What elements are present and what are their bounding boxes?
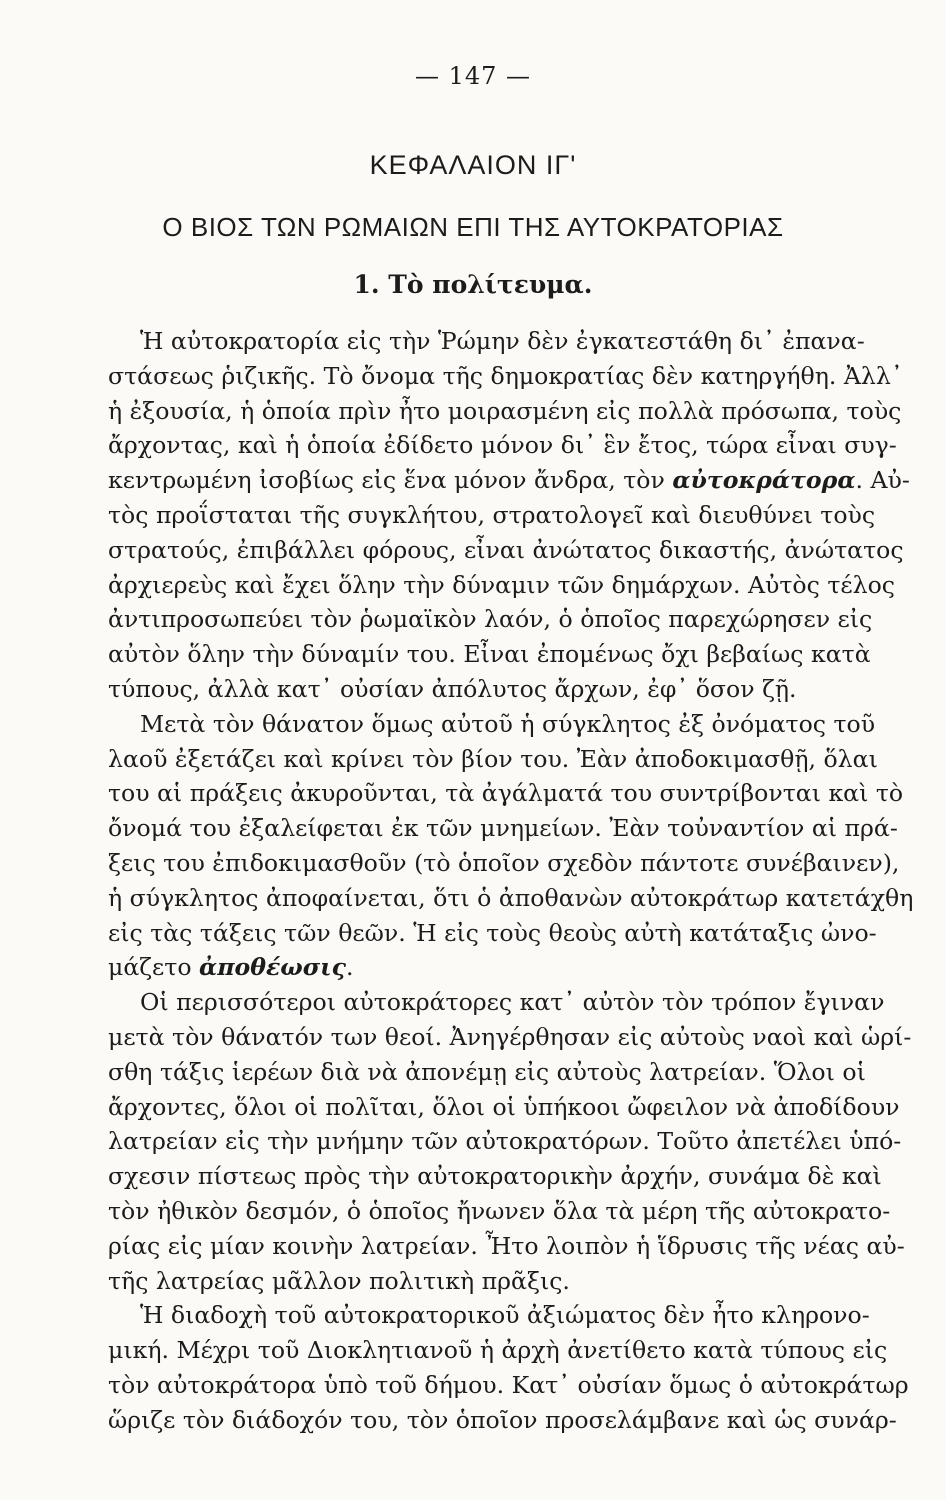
text-segment: Οἱ περισσότεροι αὐτοκράτορες κατ᾽ αὐτὸν τὸν τρόπον ἔγιναν [140, 988, 885, 1017]
text-line [108, 1020, 912, 1055]
text-segment: ἀρχιερεὺς καὶ ἔχει ὅλην τὴν δύναμιν τῶν δημάρχων. Αὐτὸς τέλος [108, 570, 895, 599]
text-line [108, 1159, 882, 1194]
body-text [108, 324, 914, 1438]
text-segment: Ἡ διαδοχὴ τοῦ αὐτοκρατορικοῦ ἀξιώματος δὲν ἦτο κληρονο- [140, 1301, 870, 1330]
text-segment: τύπους, ἀλλὰ κατ᾽ οὐσίαν ἀπόλυτος ἄρχων, ἐφ᾽ ὅσον ζῇ. [108, 674, 797, 703]
text-line [108, 1194, 891, 1229]
text-segment: ἄρχοντας, καὶ ἡ ὁποία ἐδίδετο μόνον δι᾽ ἓν ἔτος, τώρα εἶναι συγ- [108, 431, 897, 460]
text-segment: τῆς λατρείας μᾶλλον πολιτικὴ πρᾶξις. [108, 1266, 570, 1295]
text-line [108, 498, 876, 533]
text-line [108, 1403, 897, 1438]
text-line [108, 568, 895, 603]
text-segment: λαοῦ ἐξετάζει καὶ κρίνει τὸν βίον του. Ἐὰν ἀποδοκιμασθῇ, ὅλαι [108, 744, 878, 773]
text-line [108, 846, 900, 881]
text-segment: . [345, 953, 354, 982]
text-line [108, 811, 898, 846]
text-line [108, 533, 904, 568]
emphasized-term: αὐτοκράτορα [672, 466, 856, 495]
text-line [108, 776, 904, 811]
text-line [108, 672, 854, 707]
text-segment: Ἡ αὐτοκρατορία εἰς τὴν Ῥώμην δὲν ἐγκατεστάθη δι᾽ ἐπανα- [140, 327, 865, 355]
text-line [108, 1368, 909, 1403]
text-segment: τὸν ἠθικὸν δεσμόν, ὁ ὁποῖος ἤνωνεν ὅλα τὰ μέρη τῆς αὐτοκρατο- [108, 1196, 891, 1225]
text-segment: εἰς τὰς τάξεις τῶν θεῶν. Ἡ εἰς τοὺς θεοὺς αὐτὴ κατάταξις ὠνο- [108, 918, 877, 947]
text-line [108, 1298, 870, 1333]
chapter-title: Ο ΒΙΟΣ ΤΩΝ ΡΩΜΑΙΩΝ ΕΠΙ ΤΗΣ ΑΥΤΟΚΡΑΤΟΡΙΑΣ [162, 212, 784, 242]
text-line [108, 742, 878, 777]
text-line [108, 637, 871, 672]
text-line [108, 916, 877, 951]
text-line [108, 950, 854, 985]
text-segment: λατρείαν εἰς τὴν μνήμην τῶν αὐτοκρατόρων. Τοῦτο ἀπετέλει ὑπό- [108, 1127, 902, 1156]
page-number: — 147 — [414, 62, 532, 90]
emphasized-term: ἀποθέωσις [199, 953, 346, 982]
text-segment: ὥριζε τὸν διάδοχόν του, τὸν ὁποῖον προσελάμβανε καὶ ὡς συνάρ- [108, 1405, 897, 1434]
text-segment: ἡ ἐξουσία, ἡ ὁποία πρὶν ἦτο μοιρασμένη εἰς πολλὰ πρόσωπα, τοὺς [108, 396, 902, 425]
text-segment: στάσεως ῥιζικῆς. Τὸ ὄνομα τῆς δημοκρατίας δὲν κατηργήθη. Ἀλλ᾽ [108, 361, 903, 390]
text-line [108, 428, 897, 463]
text-line [108, 1229, 905, 1264]
text-line [108, 1055, 866, 1090]
text-segment: κεντρωμένη ἰσοβίως εἰς ἕνα μόνον ἄνδρα, τὸν [108, 466, 673, 495]
section-heading: 1. Τὸ πολίτευμα. [353, 270, 593, 299]
text-segment: ἡ σύγκλητος ἀποφαίνεται, ὅτι ὁ ἀποθανὼν αὐτοκράτωρ κατετάχθη [108, 883, 914, 912]
text-line [108, 359, 903, 394]
text-line [108, 1124, 902, 1159]
text-line [108, 881, 914, 916]
text-line [108, 985, 885, 1020]
text-segment: τὸν αὐτοκράτορα ὑπὸ τοῦ δήμου. Κατ᾽ οὐσίαν ὅμως ὁ αὐτοκράτωρ [108, 1370, 909, 1399]
text-line [108, 707, 876, 742]
text-segment: ὄνομά του ἐξαλείφεται ἐκ τῶν μνημείων. Ἐὰν τοὐναντίον αἱ πρά- [108, 814, 898, 843]
text-line [108, 1090, 900, 1125]
text-line [108, 1333, 888, 1368]
text-line [108, 463, 910, 498]
text-segment: μάζετο [108, 953, 200, 982]
text-segment: Μετὰ τὸν θάνατον ὅμως αὐτοῦ ἡ σύγκλητος ἐξ ὀνόματος τοῦ [140, 709, 876, 738]
text-segment: μετὰ τὸν θάνατόν των θεοί. Ἀνηγέρθησαν εἰς αὐτοὺς ναοὶ καὶ ὡρί- [108, 1022, 912, 1051]
text-segment: ξεις του ἐπιδοκιμασθοῦν (τὸ ὁποῖον σχεδὸν πάντοτε συνέβαινεν), [108, 848, 900, 877]
text-segment: . Αὐ- [855, 466, 910, 495]
text-segment: σθη τάξις ἱερέων διὰ νὰ ἀπονέμῃ εἰς αὐτοὺς λατρείαν. Ὅλοι οἱ [108, 1057, 866, 1086]
text-segment: τὸς προΐσταται τῆς συγκλήτου, στρατολογεῖ καὶ διευθύνει τοὺς [108, 500, 876, 529]
text-segment: στρατούς, ἐπιβάλλει φόρους, εἶναι ἀνώτατος δικαστής, ἀνώτατος [108, 535, 904, 564]
text-segment: αὐτὸν ὅλην τὴν δύναμίν του. Εἶναι ἐπομένως ὄχι βεβαίως κατὰ [108, 640, 871, 669]
chapter-heading: ΚΕΦΑΛΑΙΟΝ ΙΓ' [369, 150, 577, 180]
text-line [108, 394, 902, 429]
text-segment: μική. Μέχρι τοῦ Διοκλητιανοῦ ἡ ἀρχὴ ἀνετίθετο κατὰ τύπους εἰς [108, 1336, 888, 1365]
text-line [108, 1264, 854, 1299]
text-segment: ἀντιπροσωπεύει τὸν ῥωμαϊκὸν λαόν, ὁ ὁποῖος παρεχώρησεν εἰς [108, 605, 873, 634]
text-segment: ρίας εἰς μίαν κοινὴν λατρείαν. Ἦτο λοιπὸν ἡ ἵδρυσις τῆς νέας αὐ- [108, 1231, 905, 1260]
text-segment: ἄρχοντες, ὅλοι οἱ πολῖται, ὅλοι οἱ ὑπήκοοι ὤφειλον νὰ ἀποδίδουν [108, 1092, 900, 1121]
text-segment: του αἱ πράξεις ἀκυροῦνται, τὰ ἀγάλματά του συντρίβονται καὶ τὸ [108, 779, 904, 808]
text-line [108, 602, 873, 637]
text-line [108, 324, 865, 359]
text-segment: σχεσιν πίστεως πρὸς τὴν αὐτοκρατορικὴν ἀρχήν, συνάμα δὲ καὶ [108, 1162, 882, 1191]
